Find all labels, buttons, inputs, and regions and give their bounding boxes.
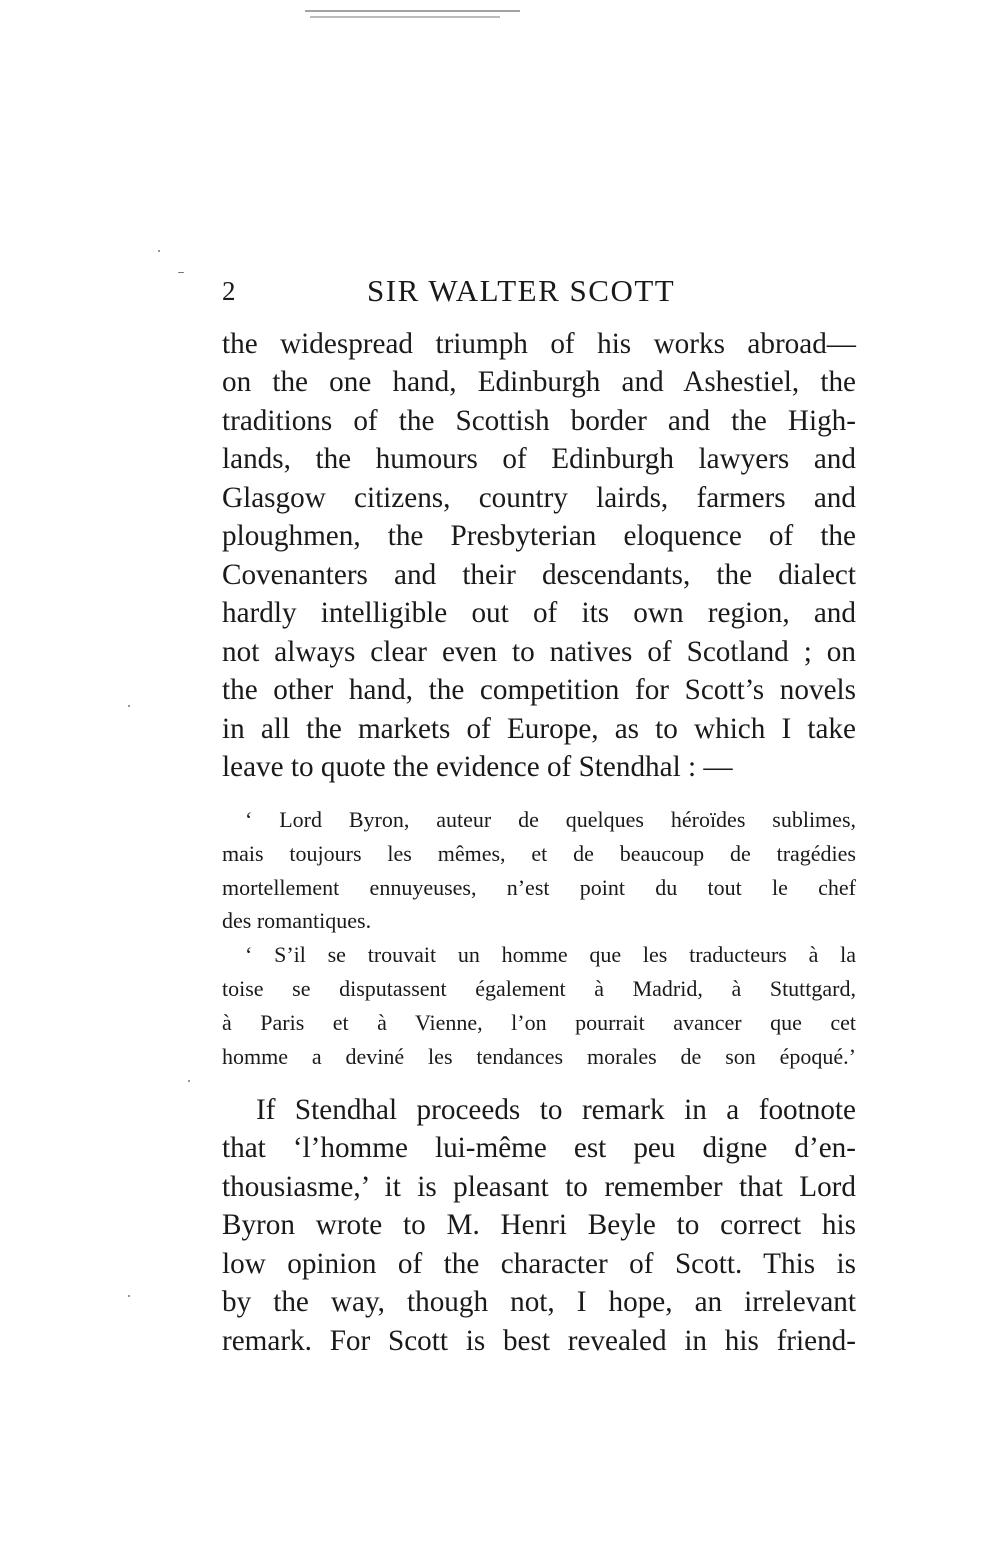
text-line: the other hand, the competition for Scott’s novels [222,674,856,706]
page-number: 2 [222,276,236,306]
text-line: remark. For Scott is best revealed in his friend- [222,1325,856,1357]
text-line: Glasgow citizens, country lairds, farmers and [222,482,856,514]
quote-line: ‘ S’il se trouvait un homme que les traducteurs à la [245,942,856,967]
text-line: lands, the humours of Edinburgh lawyers and [222,443,856,475]
quote-line: mais toujours les mêmes, et de beaucoup de tragédies [222,841,856,866]
page-header [222,268,862,314]
text-line: leave to quote the evidence of Stendhal : — [222,751,733,783]
scan-speck [128,705,130,707]
text-line: Byron wrote to M. Henri Beyle to correct his [222,1209,856,1241]
text-line: not always clear even to natives of Scotland ; on [222,636,856,668]
text-line: hardly intelligible out of its own region, and [222,597,856,629]
quote-line: mortellement ennuyeuses, n’est point du tout le chef [222,875,856,900]
text-line: by the way, though not, I hope, an irrelevant [222,1286,856,1318]
quote-line: homme a deviné les tendances morales de son époqué.’ [222,1044,856,1069]
text-line: on the one hand, Edinburgh and Ashestiel, the [222,366,856,398]
scan-artifact [310,16,500,18]
text-line: the widespread triumph of his works abroad— [222,328,856,360]
scan-speck [188,1080,190,1082]
text-line: that ‘l’homme lui-même est peu digne d’en- [222,1132,856,1164]
text-line: ploughmen, the Presbyterian eloquence of the [222,520,856,552]
text-line: traditions of the Scottish border and the High- [222,405,856,437]
scan-speck [178,272,184,273]
text-line: in all the markets of Europe, as to which I take [222,713,856,745]
scan-artifact [305,10,520,12]
quote-line: toise se disputassent également à Madrid, à Stuttgard, [222,976,856,1001]
quote-line: ‘ Lord Byron, auteur de quelques héroïdes sublimes, [245,807,856,832]
running-title: SIR WALTER SCOTT [367,273,676,308]
text-line: Covenanters and their descendants, the dialect [222,559,856,591]
scan-speck [158,250,160,252]
quote-line: à Paris et à Vienne, l’on pourrait avancer que cet [222,1010,856,1035]
text-line: thousiasme,’ it is pleasant to remember that Lord [222,1171,856,1203]
text-line: low opinion of the character of Scott. This is [222,1248,856,1280]
text-line: If Stendhal proceeds to remark in a footnote [256,1094,856,1126]
scan-speck [128,1295,130,1297]
quote-line: des romantiques. [222,908,372,933]
